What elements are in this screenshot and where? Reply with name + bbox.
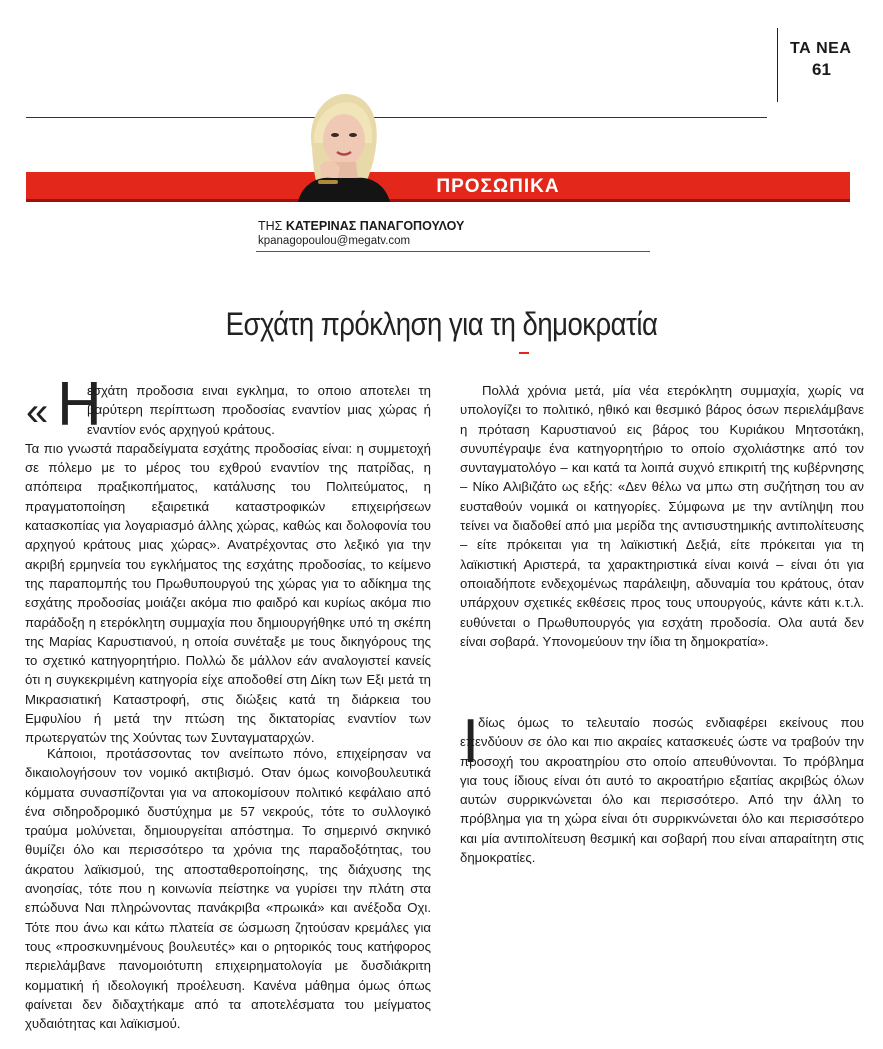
dropcap-letter-2: Ι [462, 707, 480, 776]
page-number: 61 [812, 60, 831, 79]
paragraph-2: Κάποιοι, προτάσσοντας τον ανείπωτο πόνο, επιχείρησαν να δικαιολογήσουν τον νομικό ακτιβισμό. Οταν όμως κοινοβουλευτικά κόμματα συνασπίζονται για να αποκομίσουν πολιτικό κεφάλαιο από ένα σιδηροδρομικό δυστύχημα με 57 νεκρούς, τότε το συλλογικό τραύμα μολύνεται, δημιουργείται απόστημα. Το σημερινό σκηνικό θυμίζει όλο και περισσότερο τα χρόνια της παραδοξότητας, του άκρατου λαϊκισμού, της αποσταθεροποίησης, της διάχυσης της ανοησίας, τότε που η κοινωνία πείστηκε να γυρίσει την πλάτη στα επώδυνα Ναι πληρώνοντας πανάκριβα «πρωικά» και ανέξοδα Οχι. Τότε που άνω και κάτω πλατεία σε ώσμωση ζητούσαν κρεμάλες για τους «προσκυνημένους βουλευτές» και ο ρητορικός τους κατήφορος περιελάμβανε πανομοιότυπη επιχειρηματολογία με δυσδιάκριτη κομματική ή ιδεολογική προέλευση. Κανένα μάθημα όμως όπως φαίνεται δεν διδαχτήκαμε από τα αποτελέσματα του μείγματος χυδαιότητας και λαϊκισμού. [25, 746, 431, 1032]
article-headline: Εσχάτη πρόκληση για τη δημοκρατία [225, 306, 658, 342]
top-rule [26, 117, 767, 118]
paragraph-1-body: Τα πιο γνωστά παραδείγματα εσχάτης προδοσίας είναι: η συμμετοχή σε πόλεμο με το μέρος του εχθρού εναντίον της πατρίδας, η απόπειρα πραξικοπήματος, κατάλυσης του Πολιτεύματος, η πραγματοποίηση εξαιρετικά καταστροφικών επιχειρήσεων κατασκοπίας για λογαριασμό άλλης χώρας, καθώς και δολοφονία του αρχηγού κράτους μιας χώρας». Ανατρέχοντας στο λεξικό για την ακριβή ερμηνεία του εγκλήματος της εσχάτης προδοσίας, το κείμενο της παραπομπής του Πρωθυπουργού της χώρας για το αδίκημα της εσχάτης προδοσίας μοιάζει ακόμα πιο φαιδρό και κυρίως ακόμα πιο παράδοξη η ετερόκλητη συμμαχία που δημιουργήθηκε υπό τη σκέπη της Μαρίας Καρυστιανού, η οποία συνέταξε με τους δικηγόρους της το σχετικό κατηγορητήριο. Πολλώ δε μάλλον εάν αναλογιστεί κανείς ότι η συγκεκριμένη κατηγορία είχε αποδοθεί στη Δίκη των Εξι μετά τη Μικρασιατική Καταστροφή, στις διώξεις κατά τη διάρκεια του Εμφυλίου ή μετά την πτώση της δικτατορίας εναντίον των πρωτεργατών της Χούντας των Συνταγματαρχών. [25, 440, 431, 746]
paragraph-4: δίως όμως το τελευταίο ποσώς ενδιαφέρει εκείνους που επενδύουν σε όλο και πιο ακραίες κατασκευές ώστε να τραβούν την προσοχή του ακροατηρίου στο οποίο απευθύνονται. Το πρόβλημα για τους ίδιους είναι ότι αυτό το ακροατήριο εξαιτίας ακριβώς όλων αυτών συρρικνώνεται όλο και περισσότερο. Από την άλλη το πρόβλημα για τη χώρα είναι ότι συρρικνώνεται όλο και περισσότερο και μία αντιπολίτευση θεσμική και σοβαρή που είναι απαραίτητη στις δημοκρατίες. [460, 715, 864, 866]
column-left-bottom [25, 744, 431, 1033]
dropcap-letter: Η [57, 370, 102, 439]
section-title: ΠΡΟΣΩΠΙΚΑ [436, 176, 560, 197]
byline-rule [256, 251, 650, 252]
author-portrait [284, 88, 394, 202]
column-right-top [460, 381, 864, 651]
masthead-divider [777, 28, 778, 102]
headline-accent [519, 352, 529, 354]
paragraph-1 [25, 381, 431, 748]
author-name: ΚΑΤΕΡΙΝΑΣ ΠΑΝΑΓΟΠΟΥΛΟΥ [285, 219, 465, 233]
byline [258, 219, 464, 233]
author-email: kpanagopoulou@megatv.com [258, 235, 411, 247]
opening-quote-mark: « [26, 390, 49, 434]
paragraph-1-lead: εσχάτη προδοσια ειναι εγκλημα, το οποιο αποτελει τη βαρύτερη περίπτωση προδοσίας εναντίον μιας χώρας ή εναντίον ενός αρχηγού κράτους. [87, 383, 431, 437]
byline-prefix: ΤΗΣ [258, 219, 286, 233]
column-right-bottom [460, 707, 864, 867]
column-left-top [25, 381, 431, 748]
paragraph-3: Πολλά χρόνια μετά, μία νέα ετερόκλητη συμμαχία, χωρίς να υπολογίζει το πολιτικό, ηθικό και θεσμικό βάρος όσων περιελάμβανε η πρόταση Καρυστιανού εις βάρος του Κυριάκου Μητσοτάκη, συνυπέγραψε ένα κατηγορητήριο το οποίο σχολιάστηκε από τον συνταγματολόγο – και κατά τα λοιπά συχνό επικριτή της κυβέρνησης – Νίκο Αλιβιζάτο ως εξής: «Δεν θέλω να μπω στη συζήτηση του αν ευσταθούν νομικά οι κατηγορίες. Σύμφωνα με την αντίληψη που τείνει να διαδοθεί από μια μερίδα της αντισυστημικής αντιπολίτευσης – είτε πρόκειται για τη λαϊκιστική Δεξιά, είτε πρόκειται για τη λαϊκιστική Αριστερά, τα χαρακτηριστικά είναι κοινά – είναι ότι για οποιαδήποτε ενδεχομένως παράλειψη, αδυναμία του κράτους, όταν υπάρχουν σχετικές εκθέσεις προς τους υπουργούς, κάντε κάτι κ.τ.λ. ευθύνεται ο Πρωθυπουργός για εσχάτη προδοσία. Ολα αυτά δεν είναι σοβαρά. Υπονομεύουν την ίδια τη δημοκρατία». [460, 383, 864, 649]
newspaper-name: ΤΑ ΝΕΑ [790, 40, 852, 57]
